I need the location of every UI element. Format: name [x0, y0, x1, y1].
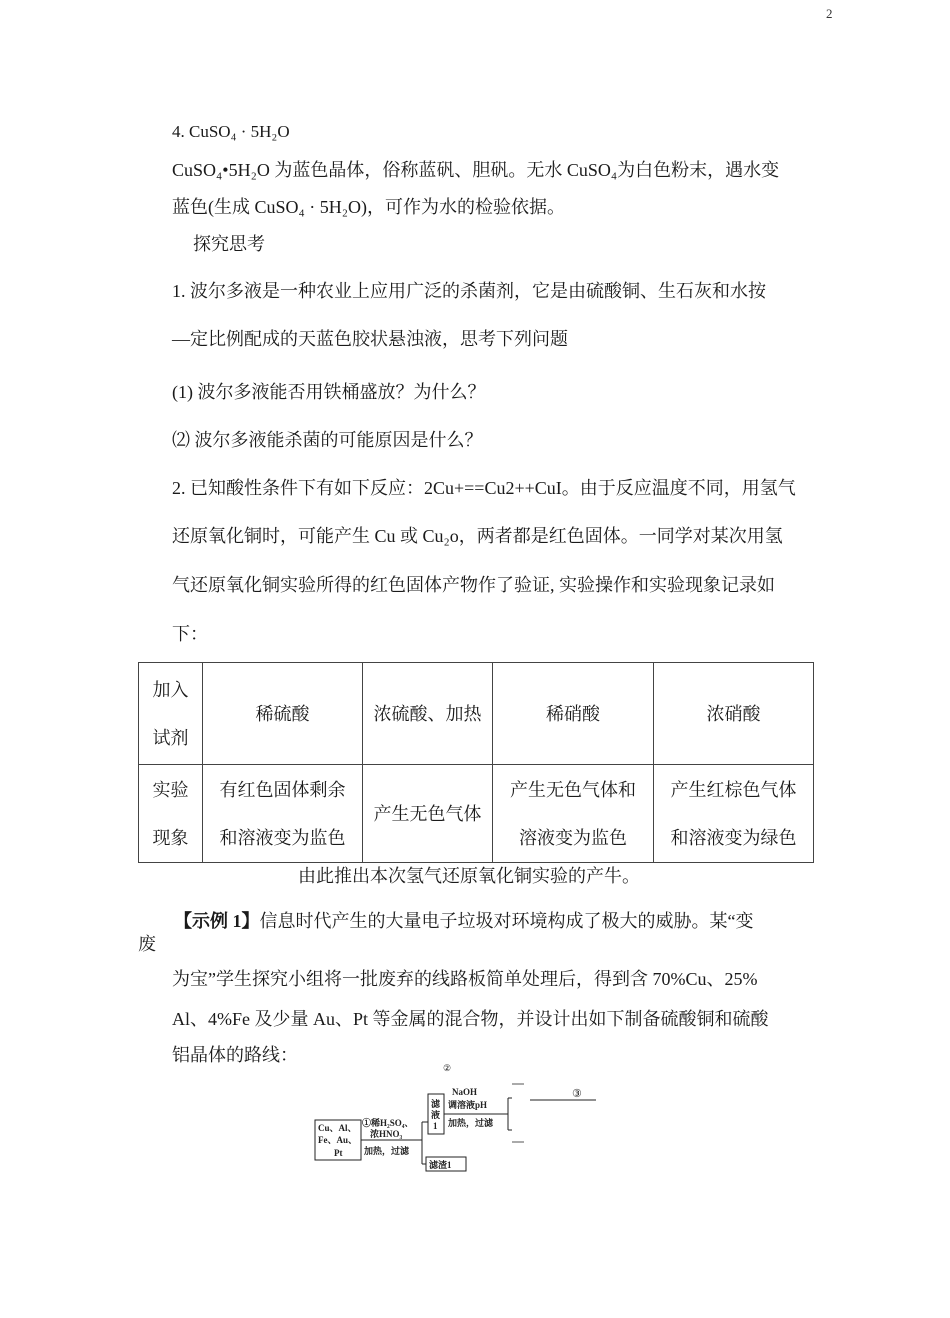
cropped-label: ② — [443, 1064, 452, 1073]
question-text: 气还原氧化铜实验所得的红色固体产物作了验证, 实验操作和实验现象记录如 — [172, 575, 775, 595]
section-text-line: 蓝色(生成 CuSO₄ · 5H₂O)，可作为水的检验依据。 — [172, 197, 566, 217]
table-cell: 浓硝酸 — [654, 663, 814, 765]
question-text: —定比例配成的天蓝色胶状悬浊液，思考下列问题 — [172, 329, 568, 349]
step1-reagent: ①稀H₂SO₄、 — [362, 1118, 414, 1128]
example-text: 铝晶体的路线： — [172, 1045, 298, 1065]
step1-reagent: 浓HNO₃ — [370, 1129, 403, 1139]
step2-condition: 加热，过滤 — [448, 1118, 494, 1128]
table-cell: 产生无色气体和 溶液变为监色 — [493, 765, 654, 863]
table-cell: 稀硝酸 — [493, 663, 654, 765]
table-cell: 产生无色气体 — [363, 765, 493, 863]
section-heading: 4. CuSO₄ · 5H₂O — [172, 122, 290, 141]
filtrate-label: 1 — [433, 1121, 438, 1131]
table-caption: 由此推出本次氢气还原氧化铜实验的产牛。 — [298, 866, 640, 886]
mixture-label: Pt — [334, 1148, 343, 1158]
question-text: 1. 波尔多液是一种农业上应用广泛的杀菌剂，它是由硫酸铜、生石灰和水按 — [172, 281, 766, 301]
step1-condition: 加热，过滤 — [364, 1146, 410, 1156]
table-row — [139, 765, 814, 863]
section-text-line: CuSO₄•5H₂O 为蓝色晶体，俗称蓝矾、胆矾。无水 CuSO₄为白色粉末，遇水变 — [172, 160, 780, 180]
table-row — [139, 663, 814, 765]
process-flow-diagram — [312, 1064, 612, 1178]
example-tag: 【示例 1】 — [174, 911, 260, 931]
step3-label: ③ — [572, 1088, 582, 1100]
step2-reagent: NaOH — [452, 1087, 478, 1097]
filtrate-label: 液 — [431, 1110, 441, 1120]
row-label: 加入 试剂 — [139, 663, 203, 765]
example-text: 为宝”学生探究小组将一批废弃的线路板简单处理后，得到含 70%Cu、25% — [172, 969, 758, 989]
mixture-label: Cu、Al、 — [318, 1123, 357, 1133]
question-text: 2. 已知酸性条件下有如下反应：2Cu+==Cu2++CuI。由于反应温度不同，用氢气 — [172, 478, 796, 498]
step2-reagent: 调溶液pH — [448, 1100, 488, 1110]
question-text: 还原氧化铜时，可能产生 Cu 或 Cu₂o，两者都是红色固体。一同学对某次用氢 — [172, 526, 783, 546]
table-cell: 产生红棕色气体 和溶液变为绿色 — [654, 765, 814, 863]
page-number: 2 — [826, 6, 833, 21]
sub-question: ⑵ 波尔多液能杀菌的可能原因是什么？ — [172, 430, 483, 450]
residue-label: 滤渣1 — [429, 1160, 452, 1170]
question-text: 下： — [172, 624, 208, 644]
mixture-label: Fe、Au、 — [318, 1135, 357, 1145]
filtrate-label: 滤 — [431, 1099, 441, 1109]
row-label: 实验 现象 — [139, 765, 203, 863]
example-paragraph — [174, 907, 754, 933]
explore-title: 探究思考 — [193, 234, 265, 254]
table-cell: 有红色固体剩余 和溶液变为监色 — [203, 765, 363, 863]
experiment-table — [138, 662, 814, 863]
sub-question: (1) 波尔多液能否用铁桶盛放？为什么？ — [172, 382, 486, 402]
table-cell: 浓硫酸、加热 — [363, 663, 493, 765]
example-text: 废 — [138, 934, 156, 954]
example-text: 信息时代产生的大量电子垃圾对环境构成了极大的威胁。某“变 — [259, 911, 754, 931]
example-text: Al、4%Fe 及少量 Au、Pt 等金属的混合物，并设计出如下制备硫酸铜和硫酸 — [172, 1009, 769, 1029]
table-cell: 稀硫酸 — [203, 663, 363, 765]
